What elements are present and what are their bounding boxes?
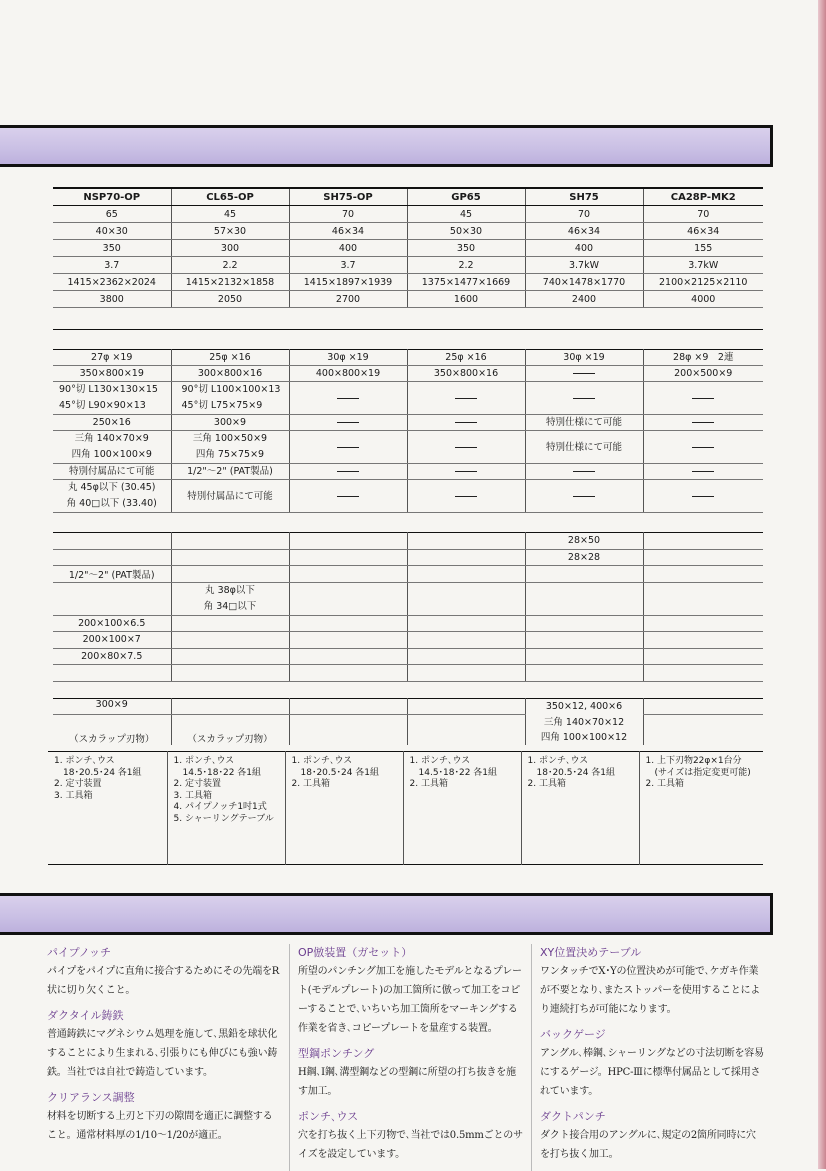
table-cell [525, 665, 643, 682]
list-item: 2. 工具箱 [645, 779, 684, 789]
list-item: 18･20.5･24 各1組 [527, 767, 616, 778]
table-cell [289, 665, 407, 682]
table-cell: 25φ ×16 [171, 350, 289, 366]
table-cell [289, 549, 407, 566]
list-item: 14.5･18･22 各1組 [173, 767, 262, 778]
table-cell: 300×9 [171, 415, 289, 431]
table-cell: 28×28 [525, 549, 643, 566]
table-cell: 45 [407, 206, 525, 223]
table-row [53, 665, 763, 682]
accessory-cell [48, 752, 167, 865]
dash [692, 398, 714, 399]
list-item: 1. ポンチ､ウス [173, 756, 235, 766]
table-cell: 特別付属品にて可能 [53, 464, 171, 480]
table-cell: （スカラップ刃物） [171, 715, 289, 746]
table-cell: 特別仕様にて可能 [525, 431, 643, 464]
table-cell [289, 648, 407, 665]
glossary-text: ワンタッチでX･Yの位置決めが可能で､ケガキ作業が不要となり､またストッパーを使用することにより連続打ちが可能になります。 [540, 966, 761, 1015]
model-header: GP65 [407, 188, 525, 206]
table-cell [525, 615, 643, 632]
list-item: 3. 工具箱 [173, 790, 212, 801]
glossary-text: パイプをパイプに直角に接合するためにその先端をR状に切り欠くこと。 [47, 966, 280, 996]
spec-header-row [53, 188, 763, 206]
spec-table [53, 187, 763, 308]
table-row [53, 699, 763, 715]
table-cell: 4000 [643, 291, 763, 308]
table-cell [407, 665, 525, 682]
cell-line: 丸 45φ以下 (30.45) [67, 482, 156, 493]
table-cell [643, 464, 763, 480]
table-cell [643, 431, 763, 464]
table-cell [407, 480, 525, 513]
cell-line: 四角 75×75×9 [195, 449, 265, 460]
list-item: (サイズは指定変更可能) [645, 767, 751, 778]
table-cell [407, 632, 525, 649]
glossary-column [47, 944, 289, 1171]
glossary-term: XY位置決めテーブル [540, 946, 642, 959]
glossary-term: パイプノッチ [47, 946, 112, 959]
list-item: 5. シャーリングテーブル [173, 813, 274, 824]
table-cell [171, 431, 289, 464]
table-cell: 特別仕様にて可能 [525, 415, 643, 431]
table-cell [53, 582, 171, 615]
table-cell: 250×16 [53, 415, 171, 431]
table-cell [407, 415, 525, 431]
glossary-term: ダクトパンチ [540, 1110, 606, 1123]
table-cell [171, 549, 289, 566]
dash [692, 496, 714, 497]
glossary-term: ダクタイル鋳鉄 [47, 1009, 124, 1022]
table-cell [643, 533, 763, 550]
table-cell: 350 [407, 240, 525, 257]
list-item: 2. 工具箱 [291, 779, 330, 789]
accessories-table [48, 751, 763, 865]
table-cell [643, 549, 763, 566]
table-row [53, 415, 763, 431]
table-cell: 46×34 [289, 223, 407, 240]
table-cell [525, 566, 643, 583]
cell-line: 45°切 L90×90×13 [59, 400, 146, 411]
table-cell [643, 582, 763, 615]
table-cell [643, 665, 763, 682]
table-cell: 2700 [289, 291, 407, 308]
table-cell [407, 549, 525, 566]
table-cell: 200×100×6.5 [53, 615, 171, 632]
cell-line: 90°切 L100×100×13 [181, 384, 281, 395]
cut-capacity-table [53, 349, 763, 513]
table-cell: 740×1478×1770 [525, 274, 643, 291]
table-cell: 45 [171, 206, 289, 223]
cell-line: 四角 100×100×12 [540, 731, 628, 743]
table-cell: 1600 [407, 291, 525, 308]
table-cell [289, 699, 407, 715]
table-cell: 400×800×19 [289, 366, 407, 382]
list-item: 1. ポンチ､ウス [291, 756, 353, 766]
table-cell: 400 [289, 240, 407, 257]
table-cell: 50×30 [407, 223, 525, 240]
dash [337, 422, 359, 423]
dash [573, 373, 595, 374]
table-cell [407, 382, 525, 415]
table-cell: 350 [53, 240, 171, 257]
table-cell [171, 648, 289, 665]
accessory-cell [639, 752, 763, 865]
list-item: 1. 上下刃物22φ×1台分 [645, 756, 742, 766]
table-row [53, 533, 763, 550]
table-cell [171, 582, 289, 615]
list-item: 18･20.5･24 各1組 [291, 767, 380, 778]
table-cell: 2.2 [171, 257, 289, 274]
table-row [53, 431, 763, 464]
table-row [53, 715, 763, 746]
glossary-text: ダクト接合用のアングルに､規定の2箇所同時に穴を打ち抜く加工。 [540, 1130, 756, 1160]
table-cell [171, 615, 289, 632]
table-cell [643, 415, 763, 431]
glossary-column [531, 944, 773, 1171]
table-cell [407, 533, 525, 550]
table-cell [407, 715, 525, 746]
table-cell: 3800 [53, 291, 171, 308]
table-cell [53, 382, 171, 415]
table-row [48, 752, 763, 865]
list-item: 2. 定寸装置 [54, 779, 102, 789]
table-cell: 40×30 [53, 223, 171, 240]
table-cell: （スカラップ刃物） [69, 734, 155, 745]
cell-line: 四角 100×100×9 [71, 449, 152, 460]
table-row [53, 382, 763, 415]
table-cell [289, 382, 407, 415]
table-cell: 1415×2132×1858 [171, 274, 289, 291]
table-cell [171, 665, 289, 682]
table-cell [171, 699, 289, 715]
table-cell [289, 464, 407, 480]
table-cell [643, 632, 763, 649]
table-cell [289, 431, 407, 464]
table-cell [53, 480, 171, 513]
table-cell [525, 480, 643, 513]
list-item: 2. 工具箱 [527, 779, 566, 789]
table-cell [643, 699, 763, 715]
table-row [53, 274, 763, 291]
top-header-band [0, 125, 773, 167]
table-row [53, 257, 763, 274]
table-cell: 400 [525, 240, 643, 257]
cell-line: 丸 38φ以下 [205, 584, 255, 596]
glossary-text: アングル､棒鋼､シャーリングなどの寸法切断を容易にするゲージ。HPC-Ⅲに標準付属品として採用されています。 [540, 1048, 764, 1097]
table-cell [643, 480, 763, 513]
table-cell: 27φ ×19 [53, 350, 171, 366]
dash [337, 447, 359, 448]
dash [573, 398, 595, 399]
table-cell: 1/2"〜2" (PAT製品) [171, 464, 289, 480]
table-row [53, 632, 763, 649]
table-cell: 350×800×19 [53, 366, 171, 382]
table-row [53, 223, 763, 240]
list-item: 4. パイプノッチ1吋1式 [173, 802, 267, 812]
table-row [53, 291, 763, 308]
table-cell: 65 [53, 206, 171, 223]
table-row [53, 366, 763, 382]
cell-line: 三角 140×70×9 [74, 433, 149, 444]
table-cell: 46×34 [643, 223, 763, 240]
table-row [53, 566, 763, 583]
table-cell: 46×34 [525, 223, 643, 240]
table-cell [53, 549, 171, 566]
table-row [53, 206, 763, 223]
table-cell: 2050 [171, 291, 289, 308]
glossary-term: ポンチ､ウス [298, 1110, 359, 1123]
table-cell [643, 566, 763, 583]
table-row [53, 480, 763, 513]
table-cell [289, 415, 407, 431]
dash [337, 398, 359, 399]
notch-table [53, 698, 763, 745]
table-cell: 350×800×16 [407, 366, 525, 382]
table-row [53, 549, 763, 566]
cell-line: 90°切 L130×130×15 [59, 384, 158, 395]
table-cell [525, 715, 643, 746]
table-cell: 特別付属品にて可能 [171, 480, 289, 513]
dash [337, 496, 359, 497]
table-cell: 3.7 [53, 257, 171, 274]
table-cell: 25φ ×16 [407, 350, 525, 366]
table-cell [407, 464, 525, 480]
dash [455, 447, 477, 448]
glossary-header-band [0, 893, 773, 935]
table-cell [643, 382, 763, 415]
glossary-text: 材料を切断する上刃と下刃の隙間を適正に調整すること。通常材料厚の1/10〜1/20が適正。 [47, 1111, 273, 1141]
dash [692, 471, 714, 472]
table-row [53, 464, 763, 480]
table-cell [171, 382, 289, 415]
list-item: 2. 工具箱 [409, 779, 448, 789]
table-cell: 70 [525, 206, 643, 223]
dash [692, 422, 714, 423]
table-cell [171, 566, 289, 583]
table-cell [643, 648, 763, 665]
list-item: 2. 定寸装置 [173, 779, 221, 789]
cell-line: 45°切 L75×75×9 [181, 400, 263, 411]
list-item: 1. ポンチ､ウス [409, 756, 471, 766]
table-cell [289, 615, 407, 632]
table-cell: 200×500×9 [643, 366, 763, 382]
table-cell [407, 582, 525, 615]
table-cell [525, 648, 643, 665]
table-cell [53, 431, 171, 464]
table-cell: 1/2"〜2" (PAT製品) [53, 566, 171, 583]
table-cell: 3.7kW [643, 257, 763, 274]
table-cell [289, 582, 407, 615]
table-cell: 30φ ×19 [525, 350, 643, 366]
table-cell: 28×50 [525, 533, 643, 550]
dash [573, 496, 595, 497]
table-cell [525, 464, 643, 480]
table-cell: 28φ ×9 2連 [643, 350, 763, 366]
table-cell: 70 [289, 206, 407, 223]
cell-line: 三角 140×70×12 [543, 716, 625, 728]
glossary-text: 所望のパンチング加工を施したモデルとなるプレート(モデルプレート)の加工箇所に倣って加工をコピーすることで､いちいち加工箇所をマーキングする作業を省き､コピープレートを量産する装置。 [298, 966, 522, 1034]
dash [573, 471, 595, 472]
dash [455, 422, 477, 423]
list-item: 1. ポンチ､ウス [54, 756, 115, 766]
glossary-column [289, 944, 531, 1171]
glossary-text: 穴を打ち抜く上下刃物で､当社では0.5mmごとのサイズを設定しています。 [298, 1130, 523, 1160]
table-cell [171, 632, 289, 649]
page-edge [818, 0, 826, 1169]
glossary [47, 944, 773, 1171]
glossary-term: バックゲージ [540, 1028, 606, 1041]
table-cell [643, 715, 763, 746]
table-cell: 1415×2362×2024 [53, 274, 171, 291]
table-cell [407, 615, 525, 632]
accessory-cell [521, 752, 639, 865]
table-cell: 350×12, 400×6 [525, 699, 643, 715]
table-cell [525, 366, 643, 382]
table-cell: 300 [171, 240, 289, 257]
table-cell [407, 566, 525, 583]
dash [455, 496, 477, 497]
glossary-text: H鋼､I鋼､溝型鋼などの型鋼に所望の打ち抜きを施す加工。 [298, 1067, 516, 1097]
table-cell [525, 382, 643, 415]
table-cell: 300×800×16 [171, 366, 289, 382]
list-item: 18･20.5･24 各1組 [54, 767, 142, 778]
table-row [53, 350, 763, 366]
table-row [53, 582, 763, 615]
model-header: NSP70-OP [53, 188, 171, 206]
model-header: CL65-OP [171, 188, 289, 206]
table-cell [525, 582, 643, 615]
model-header: SH75 [525, 188, 643, 206]
cell-line: 角 40□以下 (33.40) [66, 498, 157, 509]
table-cell [525, 632, 643, 649]
accessory-cell [403, 752, 521, 865]
accessory-cell [285, 752, 403, 865]
table-cell: 200×80×7.5 [53, 648, 171, 665]
option-capacity-table [53, 532, 763, 682]
table-cell [53, 665, 171, 682]
cell-line: 三角 100×50×9 [192, 433, 268, 444]
cell-line: 角 34□以下 [203, 600, 257, 612]
table-cell: 70 [643, 206, 763, 223]
dash [692, 447, 714, 448]
table-cell: 30φ ×19 [289, 350, 407, 366]
model-header: SH75-OP [289, 188, 407, 206]
table-cell [407, 431, 525, 464]
table-cell: 2100×2125×2110 [643, 274, 763, 291]
list-item: 1. ポンチ､ウス [527, 756, 589, 766]
dash [455, 471, 477, 472]
table-cell [289, 632, 407, 649]
list-item: 3. 工具箱 [54, 790, 93, 801]
table-cell [53, 533, 171, 550]
glossary-term: 型鋼ポンチング [298, 1047, 375, 1060]
dash [455, 398, 477, 399]
table-cell: 1415×1897×1939 [289, 274, 407, 291]
table-cell [171, 533, 289, 550]
table-row [53, 648, 763, 665]
glossary-term: クリアランス調整 [47, 1091, 135, 1104]
table-cell: 155 [643, 240, 763, 257]
table-cell: 2400 [525, 291, 643, 308]
table-cell: 2.2 [407, 257, 525, 274]
table-cell [289, 480, 407, 513]
table-cell: 1375×1477×1669 [407, 274, 525, 291]
table-row [53, 615, 763, 632]
table-cell: 300×9 [53, 699, 171, 715]
table-cell [289, 715, 407, 746]
table-cell [289, 533, 407, 550]
table-cell [289, 566, 407, 583]
table-cell: 57×30 [171, 223, 289, 240]
divider [53, 329, 763, 330]
table-cell [407, 699, 525, 715]
table-cell [643, 615, 763, 632]
table-cell: 200×100×7 [53, 632, 171, 649]
glossary-text: 普通鋳鉄にマグネシウム処理を施して､黒鉛を球状化することにより生まれる､引張りにも伸びにも強い鋳鉄。当社では自社で鋳造しています。 [47, 1029, 278, 1078]
dash [337, 471, 359, 472]
model-header: CA28P-MK2 [643, 188, 763, 206]
table-cell: 3.7 [289, 257, 407, 274]
accessory-cell [167, 752, 285, 865]
table-cell: 3.7kW [525, 257, 643, 274]
table-cell [407, 648, 525, 665]
glossary-term: OP倣装置（ガセット） [298, 946, 413, 959]
table-row [53, 240, 763, 257]
list-item: 14.5･18･22 各1組 [409, 767, 498, 778]
